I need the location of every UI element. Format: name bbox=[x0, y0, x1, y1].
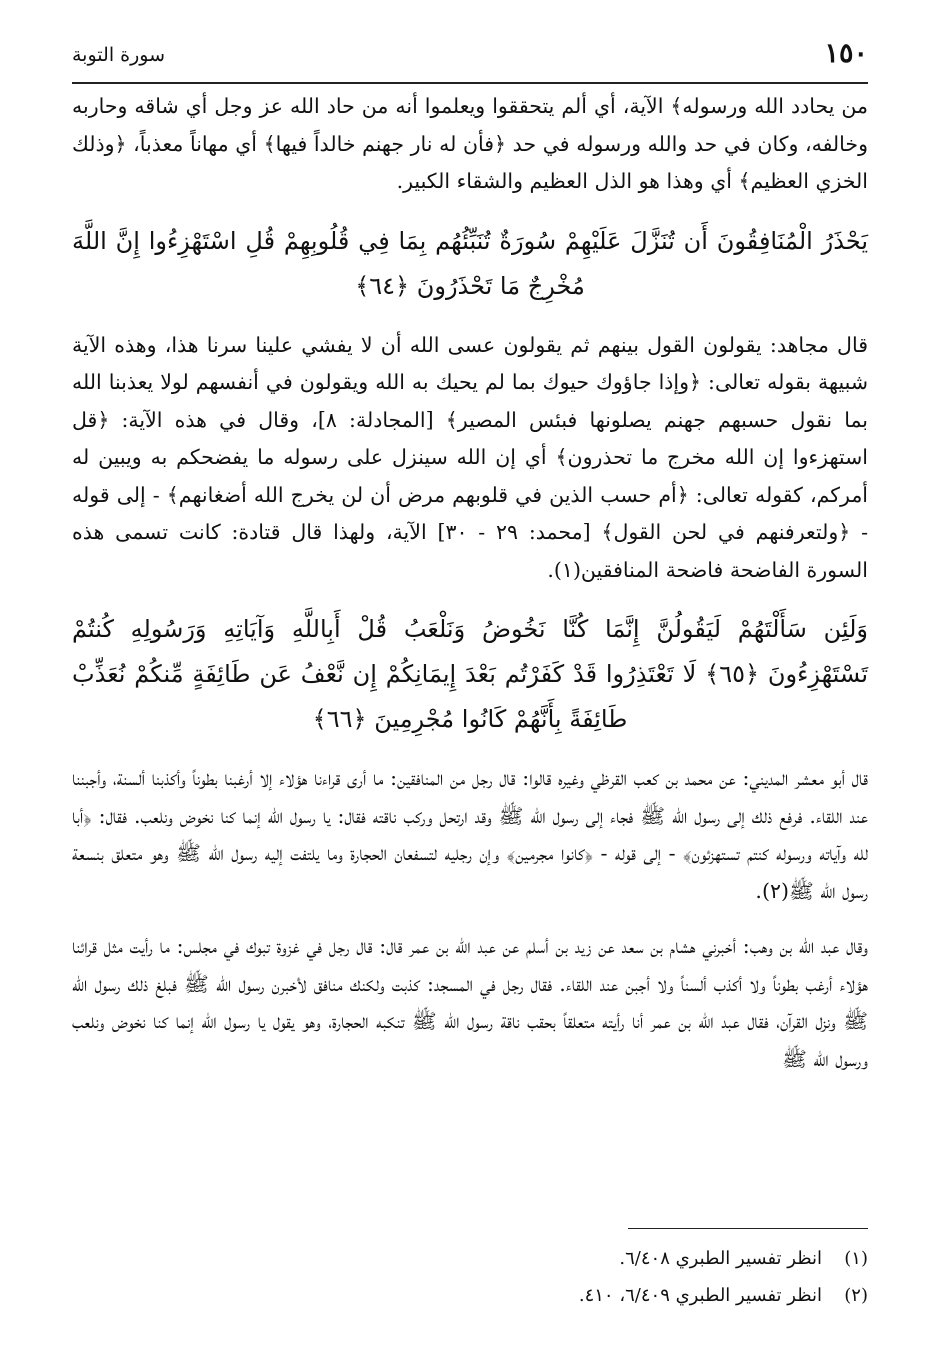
footnote-text: انظر تفسير الطبري ٦/٤٠٨. bbox=[619, 1248, 822, 1269]
footnote-item bbox=[72, 1240, 868, 1277]
paragraph-1: من يحادد الله ورسوله﴾ الآية، أي ألم يتحققوا ويعلموا أنه من حاد الله عز وجل أي شاقه وحاربه وخالفه، وكان في حد والله ورسوله في حد ﴿فأن له نار جهنم خالداً فيها﴾ أي مهاناً معذباً، ﴿وذلك الخزي العظيم﴾ أي وهذا هو الذل العظيم والشقاء الكبير. bbox=[72, 94, 868, 193]
footnote-number: (٢) bbox=[844, 1285, 868, 1306]
header-divider bbox=[72, 82, 868, 84]
main-text bbox=[72, 88, 868, 1078]
running-title: سورة التوبة bbox=[72, 44, 165, 66]
footnote-number: (١) bbox=[844, 1248, 868, 1269]
paragraph-2: قال مجاهد: يقولون القول بينهم ثم يقولون عسى الله أن لا يفشي علينا سرنا هذا، وهذه الآية شبيهة بقوله تعالى: ﴿وإذا جاؤوك حيوك بما لم يحيك به الله ويقولون في أنفسهم لولا يعذبنا الله بما نقول حسبهم جهنم يصلونها فبئس المصير﴾ [المجادلة: ٨]، وقال في هذه الآية: ﴿قل استهزءوا إن الله مخرج ما تحذرون﴾ أي إن الله سينزل على رسوله ما يفضحكم به ويبين له أمركم، كقوله تعالى: ﴿أم حسب الذين في قلوبهم مرض أن لن يخرج الله أضغانهم﴾ - إلى قوله - ﴿ولتعرفنهم في لحن القول﴾ [محمد: ٢٩ - ٣٠] الآية، ولهذا قال قتادة: كانت تسمى هذه السورة الفاضحة فاضحة المنافقين(١). bbox=[72, 332, 869, 582]
page-number: ١٥٠ bbox=[824, 38, 868, 69]
page-header bbox=[72, 36, 868, 76]
quran-verse-65-66: وَلَئِن سَأَلْتَهُمْ لَيَقُولُنَّ إِنَّمَا كُنَّا نَخُوضُ وَنَلْعَبُ قُلْ أَبِاللَّهِ وَآيَاتِهِ وَرَسُولِهِ كُنتُمْ تَسْتَهْزِءُونَ ﴿٦٥﴾ لَا تَعْتَذِرُوا قَدْ كَفَرْتُم بَعْدَ إِيمَانِكُمْ إِن نَّعْفُ عَن طَائِفَةٍ مِّنكُمْ نُعَذِّبْ طَائِفَةً بِأَنَّهُمْ كَانُوا مُجْرِمِينَ ﴿٦٦﴾ bbox=[72, 615, 869, 733]
footnotes bbox=[72, 1240, 868, 1314]
footnote-item bbox=[72, 1277, 868, 1314]
footnote-divider bbox=[628, 1228, 868, 1229]
paragraph-4: وقال عبد الله بن وهب: أخبرني هشام بن سعد عن زيد بن أسلم عن عبد الله بن عمر قال: قال رجل في غزوة تبوك في مجلس: ما رأيت مثل قرائنا هؤلاء أرغب بطوناً ولا أكذب ألسناً ولا أجبن عند اللقاء. فقال رجل في المسجد: كذبت ولكنك منافق لأخبرن رسول الله ﷺ فبلغ ذلك رسول الله ﷺ ونزل القرآن، فقال عبد الله بن عمر أنا رأيته متعلقاً بحقب ناقة رسول الله ﷺ تنكبه الحجارة، وهو يقول يا رسول الله إنما كنا نخوض ونلعب ورسول الله ﷺ bbox=[72, 934, 868, 1071]
footnote-text: انظر تفسير الطبري ٦/٤٠٩، ٤١٠. bbox=[578, 1285, 822, 1306]
paragraph-3: قال أبو معشر المديني: عن محمد بن كعب القرظي وغيره قالوا: قال رجل من المنافقين: ما أرى قراءنا هؤلاء إلا أرغبنا بطوناً وأكذبنا ألسنة، وأجبننا عند اللقاء. فرفع ذلك إلى رسول الله ﷺ فجاء إلى رسول الله ﷺ وقد ارتحل وركب ناقته فقال: يا رسول الله إنما كنا نخوض ونلعب. فقال: ﴿أبا لله وآياته ورسوله كنتم تستهزئون﴾ - إلى قوله - ﴿كانوا مجرمين﴾ وإن رجليه لتسفعان الحجارة وما يلتفت إليه رسول الله ﷺ وهو متعلق بنسعة رسول الله ﷺ(٢). bbox=[72, 766, 868, 903]
quran-verse-64: يَحْذَرُ الْمُنَافِقُونَ أَن تُنَزَّلَ عَلَيْهِمْ سُورَةٌ تُنَبِّئُهُم بِمَا فِي قُلُوبِهِمْ قُلِ اسْتَهْزِءُوا إِنَّ اللَّهَ مُخْرِجٌ مَا تَحْذَرُونَ ﴿٦٤﴾ bbox=[72, 226, 868, 300]
